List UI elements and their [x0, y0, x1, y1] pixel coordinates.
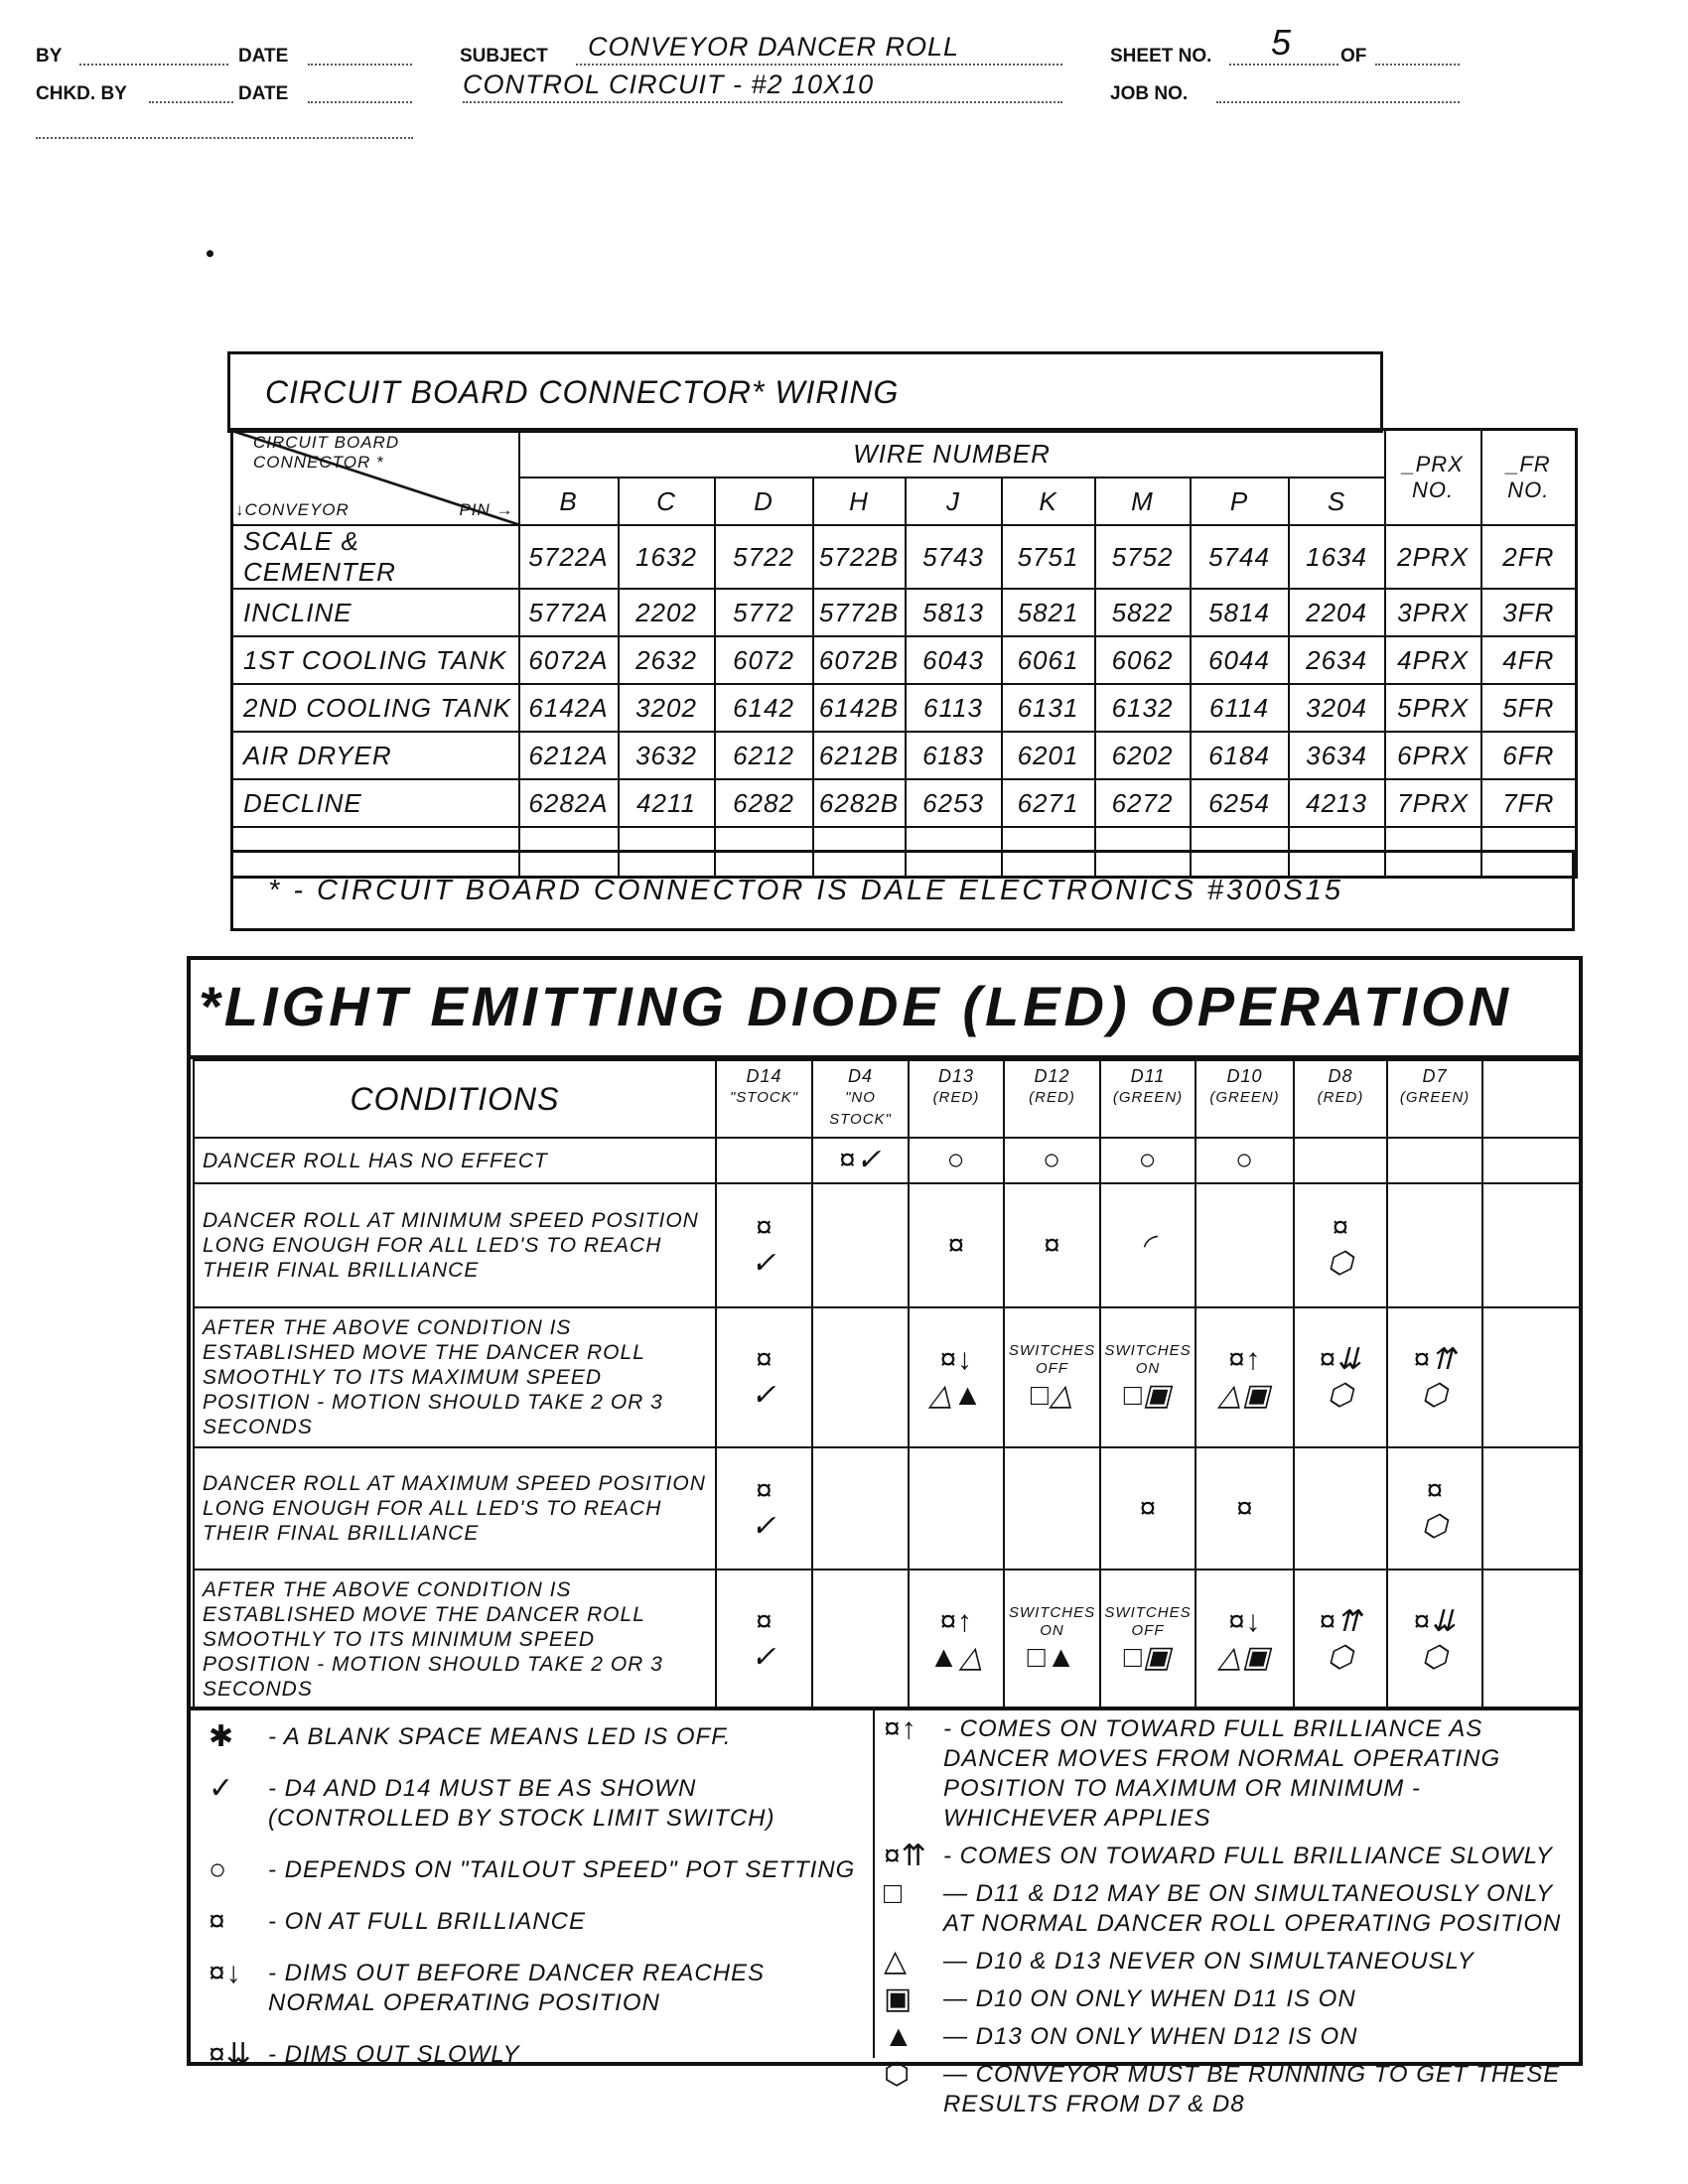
legend-column-divider: [873, 1706, 875, 2058]
led-title: *LIGHT EMITTING DIODE (LED) OPERATION: [199, 975, 1512, 1037]
date-field: [308, 64, 412, 66]
led-state-cell: [1004, 1183, 1100, 1307]
legend-text: — D11 & D12 MAY BE ON SIMULTANEOUSLY ONLY AT NORMAL DANCER ROLL OPERATING POSITION: [943, 1880, 1562, 1937]
prx-number-cell: 3PRX: [1385, 589, 1481, 636]
legend-item: [884, 1984, 1569, 2014]
led-state-cell: [1100, 1138, 1196, 1183]
led-symbols: □▲: [1027, 1640, 1077, 1674]
wire-number-header: WIRE NUMBER: [519, 430, 1385, 478]
led-symbol: ¤⇈: [1319, 1604, 1362, 1638]
wire-number-cell: 3204: [1289, 684, 1385, 732]
wire-number-cell: 6142: [715, 684, 813, 732]
legend-item: [884, 1714, 1569, 1834]
prx-number-cell: 4PRX: [1385, 636, 1481, 684]
led-symbol: ✓: [751, 1246, 777, 1280]
legend-text: — D10 ON ONLY WHEN D11 IS ON: [943, 1985, 1356, 2012]
wire-number-cell: 5751: [1002, 525, 1095, 589]
diode-id: D7: [1422, 1066, 1448, 1086]
diode-note: (GREEN): [1399, 1089, 1471, 1106]
wire-number-cell: 6072A: [519, 636, 619, 684]
led-state-cell: [1387, 1307, 1482, 1447]
prx-number-cell: 5PRX: [1385, 684, 1481, 732]
led-symbol: ¤: [1426, 1473, 1444, 1507]
led-symbol: ○: [1234, 1144, 1255, 1176]
diode-id: D10: [1226, 1066, 1263, 1086]
legend-text: — D10 & D13 NEVER ON SIMULTANEOUSLY: [943, 1948, 1475, 1975]
wire-number-cell: 6201: [1002, 732, 1095, 779]
led-state-cell: [909, 1183, 1004, 1307]
diode-column-header: [1294, 1060, 1387, 1138]
led-symbol: ¤: [1332, 1210, 1349, 1244]
wire-number-cell: 2632: [619, 636, 715, 684]
wire-number-cell: 5722A: [519, 525, 619, 589]
table-row: [194, 1138, 1580, 1183]
wire-number-cell: 5814: [1191, 589, 1289, 636]
fr-number-cell: 3FR: [1481, 589, 1577, 636]
subject-underline-2: [463, 101, 1062, 103]
wire-number-cell: 6113: [906, 684, 1002, 732]
wire-number-cell: 5821: [1002, 589, 1095, 636]
fr-number-cell: 5FR: [1481, 684, 1577, 732]
legend-text: - A BLANK SPACE MEANS LED IS OFF.: [268, 1723, 732, 1750]
date2-field: [308, 101, 412, 103]
led-state-cell: [1387, 1447, 1482, 1570]
wiring-title-box: [227, 351, 1383, 433]
diode-id: D11: [1130, 1066, 1166, 1086]
led-state-cell: [909, 1570, 1004, 1709]
diode-note: (RED): [932, 1089, 980, 1106]
legend-text: - DIMS OUT SLOWLY: [268, 2041, 520, 2068]
conveyor-name: INCLINE: [232, 589, 519, 636]
wire-number-cell: 4211: [619, 779, 715, 827]
conveyor-name: 1ST COOLING TANK: [232, 636, 519, 684]
led-symbol: ¤⇊: [1319, 1342, 1362, 1376]
fr-number-cell: 6FR: [1481, 732, 1577, 779]
led-state-cell: [716, 1307, 812, 1447]
led-state-cell: [1294, 1138, 1387, 1183]
table-row: [232, 525, 1577, 589]
legend-item: [209, 1907, 864, 1937]
diode-note: "NO STOCK": [829, 1089, 892, 1128]
condition-text: DANCER ROLL HAS NO EFFECT: [194, 1138, 716, 1183]
sheet-no-field: [1229, 64, 1338, 66]
legend-item: [209, 1959, 864, 2018]
condition-text: DANCER ROLL AT MAXIMUM SPEED POSITION LONG ENOUGH FOR ALL LED'S TO REACH THEIR FINAL BRILLIANCE: [194, 1447, 716, 1570]
wire-number-cell: 6212B: [813, 732, 906, 779]
led-symbol: ✓: [751, 1509, 777, 1543]
led-state-cell: [1387, 1138, 1482, 1183]
led-state-cell: [909, 1447, 1004, 1570]
led-state-cell: [812, 1138, 909, 1183]
led-state-cell: [1196, 1183, 1294, 1307]
legend-item: [209, 1855, 864, 1885]
led-state-cell: [812, 1307, 909, 1447]
legend-item: [209, 2040, 864, 2070]
wire-number-cell: 6184: [1191, 732, 1289, 779]
fr-number-cell: 2FR: [1481, 525, 1577, 589]
wire-number-cell: 6212: [715, 732, 813, 779]
led-symbol: ○: [1042, 1144, 1062, 1176]
diode-note: (GREEN): [1209, 1089, 1280, 1106]
table-row: [232, 684, 1577, 732]
diode-column-header: [1482, 1060, 1580, 1138]
table-row: [232, 589, 1577, 636]
table-row: [194, 1307, 1580, 1447]
led-state-cell: [1004, 1447, 1100, 1570]
led-symbol: ¤↓: [939, 1342, 973, 1376]
wire-number-cell: 5822: [1095, 589, 1191, 636]
wire-number-cell: 6282: [715, 779, 813, 827]
led-symbol: ¤↑: [939, 1604, 973, 1638]
legend-item: [884, 1842, 1569, 1871]
legend-symbol-icon: ⬡: [884, 2058, 912, 2091]
led-symbols: □▣: [1123, 1378, 1173, 1412]
wire-number-cell: 6282B: [813, 779, 906, 827]
led-symbol: ¤: [1235, 1491, 1254, 1525]
conveyor-name: AIR DRYER: [232, 732, 519, 779]
wire-number-cell: 6282A: [519, 779, 619, 827]
led-state-cell: [909, 1307, 1004, 1447]
wire-number-cell: 1632: [619, 525, 715, 589]
diode-id: D8: [1328, 1066, 1353, 1086]
diode-id: D14: [746, 1066, 782, 1086]
chkd-by-label: CHKD. BY: [36, 83, 127, 104]
diode-column-header: [1196, 1060, 1294, 1138]
fr-header: _FR NO.: [1481, 430, 1577, 526]
legend-item: [209, 1722, 864, 1752]
led-symbol: ⬡: [1327, 1378, 1354, 1412]
wire-number-cell: 6202: [1095, 732, 1191, 779]
legend-symbol-icon: ¤⇈: [884, 1840, 927, 1872]
wire-number-cell: 6272: [1095, 779, 1191, 827]
legend-item: [884, 1947, 1569, 1977]
diode-note: "STOCK": [729, 1089, 799, 1106]
wire-number-cell: 6062: [1095, 636, 1191, 684]
wiring-footnote: * - CIRCUIT BOARD CONNECTOR IS DALE ELECTRONICS #300S15: [268, 875, 1344, 906]
diode-note: (GREEN): [1112, 1089, 1184, 1106]
led-state-cell: [1004, 1138, 1100, 1183]
diode-id: D4: [847, 1066, 873, 1086]
legend-symbol-icon: ▣: [884, 1982, 914, 2015]
legend-divider: [191, 1706, 1579, 1710]
wire-number-cell: 5772: [715, 589, 813, 636]
chkd-by-field: [149, 101, 233, 103]
diode-id: D13: [937, 1066, 975, 1086]
legend-symbol-icon: ✓: [209, 1772, 235, 1805]
led-symbol: ¤: [755, 1473, 774, 1507]
legend-symbol-icon: ¤⇊: [209, 2038, 252, 2071]
prx-number-cell: 6PRX: [1385, 732, 1481, 779]
legend-text: — CONVEYOR MUST BE RUNNING TO GET THESE RESULTS FROM D7 & D8: [943, 2061, 1561, 2117]
led-symbol: ⬡: [1327, 1640, 1354, 1674]
led-symbol: ✓: [751, 1378, 777, 1412]
led-symbol: ¤↑: [1227, 1342, 1262, 1376]
led-symbol: △▣: [1217, 1640, 1272, 1674]
pin-header-m: M: [1095, 478, 1191, 525]
diode-column-header: [716, 1060, 812, 1138]
switch-note: SWITCHES ON: [1008, 1603, 1096, 1639]
led-state-cell: [1100, 1447, 1196, 1570]
led-symbol: ⬡: [1421, 1378, 1449, 1412]
legend-text: - DIMS OUT BEFORE DANCER REACHES NORMAL OPERATING POSITION: [268, 1960, 766, 2016]
corner-conveyor-text: ↓CONVEYOR: [235, 500, 350, 519]
legend-symbol-icon: ▲: [884, 2020, 914, 2053]
extra-field: [36, 137, 413, 139]
legend-symbol-icon: ¤↓: [209, 1957, 242, 1989]
wire-number-cell: 4213: [1289, 779, 1385, 827]
led-symbol: ¤: [1043, 1228, 1061, 1262]
pin-header-j: J: [906, 478, 1002, 525]
table-row: [232, 636, 1577, 684]
by-field: [79, 64, 228, 66]
sheet-no-label: SHEET NO.: [1110, 46, 1212, 67]
wire-number-cell: 6253: [906, 779, 1002, 827]
condition-text: AFTER THE ABOVE CONDITION IS ESTABLISHED MOVE THE DANCER ROLL SMOOTHLY TO ITS MAXIMUM SPEED POSITION - MOTION SHOULD TAKE 2 OR 3 SECONDS: [194, 1307, 716, 1447]
wire-number-cell: 6254: [1191, 779, 1289, 827]
led-state-cell: [1482, 1307, 1580, 1447]
job-no-label: JOB NO.: [1110, 83, 1189, 104]
prx-number-cell: 2PRX: [1385, 525, 1481, 589]
wire-number-cell: 5813: [906, 589, 1002, 636]
wire-number-cell: 5772B: [813, 589, 906, 636]
diode-column-header: [909, 1060, 1004, 1138]
wire-number-cell: 1634: [1289, 525, 1385, 589]
legend-text: - COMES ON TOWARD FULL BRILLIANCE SLOWLY: [943, 1843, 1553, 1869]
switch-note: SWITCHES OFF: [1104, 1603, 1192, 1639]
led-table: [193, 1059, 1581, 1710]
pin-header-b: B: [519, 478, 619, 525]
conveyor-name: 2ND COOLING TANK: [232, 684, 519, 732]
conveyor-name: SCALE & CEMENTER: [232, 525, 519, 589]
led-state-cell: [1387, 1183, 1482, 1307]
wire-number-cell: 6072B: [813, 636, 906, 684]
led-symbol: ○: [1138, 1144, 1158, 1176]
led-state-cell: [1004, 1307, 1100, 1447]
led-state-cell: [1387, 1570, 1482, 1709]
led-symbol: △▲: [928, 1378, 984, 1412]
led-symbol: ⬡: [1421, 1509, 1449, 1543]
wire-number-cell: 3202: [619, 684, 715, 732]
prx-number-cell: 7PRX: [1385, 779, 1481, 827]
table-row: [194, 1570, 1580, 1709]
conveyor-name: DECLINE: [232, 779, 519, 827]
led-state-cell: [1100, 1570, 1196, 1709]
wire-number-cell: 6061: [1002, 636, 1095, 684]
led-symbol: ▲△: [928, 1640, 984, 1674]
legend-symbol-icon: □: [884, 1877, 904, 1910]
wire-number-cell: 5772A: [519, 589, 619, 636]
job-no-field: [1216, 101, 1460, 103]
legend-item: [884, 1879, 1569, 1939]
wiring-table: [230, 428, 1578, 879]
wire-number-cell: 6212A: [519, 732, 619, 779]
led-state-cell: [1294, 1183, 1387, 1307]
table-row: [232, 732, 1577, 779]
led-state-cell: [1196, 1307, 1294, 1447]
led-symbol: ¤: [755, 1210, 774, 1244]
led-state-cell: [909, 1138, 1004, 1183]
legend-text: - DEPENDS ON "TAILOUT SPEED" POT SETTING: [268, 1856, 856, 1883]
prx-header: _PRX NO.: [1385, 430, 1481, 526]
pin-header-h: H: [813, 478, 906, 525]
led-state-cell: [1196, 1138, 1294, 1183]
pin-header-k: K: [1002, 478, 1095, 525]
wire-number-cell: 6271: [1002, 779, 1095, 827]
conditions-header: CONDITIONS: [194, 1060, 716, 1138]
wire-number-cell: 6072: [715, 636, 813, 684]
pin-header-d: D: [715, 478, 813, 525]
wire-number-cell: 3632: [619, 732, 715, 779]
date-label: DATE: [238, 46, 289, 67]
legend-text: - COMES ON TOWARD FULL BRILLIANCE AS DANCER MOVES FROM NORMAL OPERATING POSITION TO MAXIMUM OR MINIMUM - WHICHEVER APPLIES: [943, 1715, 1501, 1832]
corner-top-text: CIRCUIT BOARD CONNECTOR *: [253, 433, 400, 472]
wire-number-cell: 6043: [906, 636, 1002, 684]
led-state-cell: [1482, 1138, 1580, 1183]
led-symbols: □△: [1030, 1378, 1074, 1412]
wire-number-cell: 6142A: [519, 684, 619, 732]
legend-symbol-icon: ¤: [209, 1905, 226, 1938]
legend-symbol-icon: ✱: [209, 1720, 235, 1753]
switch-note: SWITCHES OFF: [1008, 1341, 1096, 1377]
table-row: [194, 1183, 1580, 1307]
led-symbol: ✓: [751, 1640, 777, 1674]
pin-header-c: C: [619, 478, 715, 525]
led-symbol: ¤✓: [838, 1144, 883, 1176]
subject-line-1: CONVEYOR DANCER ROLL: [588, 32, 960, 62]
legend-symbol-icon: △: [884, 1945, 909, 1978]
led-section: [187, 956, 1583, 2117]
of-label: OF: [1340, 46, 1367, 67]
wire-number-cell: 2204: [1289, 589, 1385, 636]
legend-item: [209, 1774, 864, 1834]
led-state-cell: [812, 1570, 909, 1709]
diode-column-header: [1100, 1060, 1196, 1138]
led-symbols: □▣: [1123, 1640, 1173, 1674]
legend-item: [884, 2060, 1569, 2119]
of-field: [1375, 64, 1460, 66]
fr-number-cell: 7FR: [1481, 779, 1577, 827]
led-symbol: ¤↓: [1227, 1604, 1262, 1638]
legend-left: [209, 1722, 864, 2092]
led-state-cell: [1482, 1570, 1580, 1709]
switch-note: SWITCHES ON: [1104, 1341, 1192, 1377]
subject-line-2: CONTROL CIRCUIT - #2 10X10: [463, 69, 875, 99]
by-label: BY: [36, 46, 63, 67]
led-symbol: △▣: [1217, 1378, 1272, 1412]
legend-text: — D13 ON ONLY WHEN D12 IS ON: [943, 2023, 1358, 2050]
wire-number-cell: 3634: [1289, 732, 1385, 779]
led-state-cell: [812, 1447, 909, 1570]
led-state-cell: [1482, 1183, 1580, 1307]
wiring-title: CIRCUIT BOARD CONNECTOR* WIRING: [265, 374, 900, 410]
wire-number-cell: 6131: [1002, 684, 1095, 732]
corner-header-cell: [232, 430, 519, 526]
date2-label: DATE: [238, 83, 289, 104]
wire-number-cell: 6142B: [813, 684, 906, 732]
wire-number-cell: 5743: [906, 525, 1002, 589]
led-symbol: ¤: [755, 1342, 774, 1376]
legend-text: - ON AT FULL BRILLIANCE: [268, 1908, 586, 1935]
led-state-cell: [716, 1183, 812, 1307]
pin-header-p: P: [1191, 478, 1289, 525]
wire-number-cell: 6132: [1095, 684, 1191, 732]
condition-text: AFTER THE ABOVE CONDITION IS ESTABLISHED MOVE THE DANCER ROLL SMOOTHLY TO ITS MINIMUM SPEED POSITION - MOTION SHOULD TAKE 2 OR 3 SECONDS: [194, 1570, 716, 1709]
subject-label: SUBJECT: [460, 46, 548, 67]
diode-column-header: [1004, 1060, 1100, 1138]
wire-number-cell: 6044: [1191, 636, 1289, 684]
led-symbol: ¤: [755, 1604, 774, 1638]
wire-number-cell: 5722B: [813, 525, 906, 589]
legend-text: - D4 AND D14 MUST BE AS SHOWN (CONTROLLED BY STOCK LIMIT SWITCH): [268, 1775, 775, 1832]
wire-number-cell: 5752: [1095, 525, 1191, 589]
wire-number-cell: 5722: [715, 525, 813, 589]
corner-pin-text: PIN →: [459, 500, 514, 519]
wire-number-cell: 2202: [619, 589, 715, 636]
diode-column-header: [812, 1060, 909, 1138]
wire-number-cell: 5744: [1191, 525, 1289, 589]
subject-underline: [576, 64, 1062, 66]
sheet-no-value: 5: [1271, 22, 1293, 63]
pin-header-s: S: [1289, 478, 1385, 525]
led-state-cell: [716, 1138, 812, 1183]
diode-note: (RED): [1317, 1089, 1364, 1106]
led-state-cell: [1294, 1447, 1387, 1570]
led-state-cell: [1196, 1570, 1294, 1709]
stray-dot: [207, 250, 213, 257]
led-title-box: [191, 960, 1579, 1059]
table-row: [194, 1447, 1580, 1570]
wire-number-cell: 6114: [1191, 684, 1289, 732]
wire-number-cell: 2634: [1289, 636, 1385, 684]
legend-symbol-icon: ○: [209, 1853, 228, 1886]
led-symbol: ○: [946, 1144, 966, 1176]
led-symbol: ⬡: [1327, 1246, 1354, 1280]
led-symbol: ¤: [1139, 1491, 1157, 1525]
legend-right: [884, 1714, 1569, 2127]
led-state-cell: [1004, 1570, 1100, 1709]
wire-number-cell: 6183: [906, 732, 1002, 779]
condition-text: DANCER ROLL AT MINIMUM SPEED POSITION LONG ENOUGH FOR ALL LED'S TO REACH THEIR FINAL BRILLIANCE: [194, 1183, 716, 1307]
led-state-cell: [1196, 1447, 1294, 1570]
legend-symbol-icon: ¤↑: [884, 1712, 917, 1745]
led-symbol: ◜: [1141, 1228, 1155, 1262]
led-state-cell: [1100, 1183, 1196, 1307]
diode-column-header: [1387, 1060, 1482, 1138]
led-symbol: ¤: [947, 1228, 965, 1262]
led-state-cell: [1294, 1570, 1387, 1709]
led-symbol: ¤⇈: [1413, 1342, 1457, 1376]
led-state-cell: [1482, 1447, 1580, 1570]
wiring-footnote-box: [230, 850, 1575, 931]
legend-item: [884, 2022, 1569, 2052]
led-state-cell: [716, 1447, 812, 1570]
led-state-cell: [1294, 1307, 1387, 1447]
led-state-cell: [716, 1570, 812, 1709]
diode-id: D12: [1034, 1066, 1070, 1086]
led-symbol: ¤⇊: [1413, 1604, 1457, 1638]
led-state-cell: [812, 1183, 909, 1307]
led-symbol: ⬡: [1421, 1640, 1449, 1674]
fr-number-cell: 4FR: [1481, 636, 1577, 684]
led-state-cell: [1100, 1307, 1196, 1447]
diode-note: (RED): [1029, 1089, 1075, 1106]
table-row: [232, 779, 1577, 827]
